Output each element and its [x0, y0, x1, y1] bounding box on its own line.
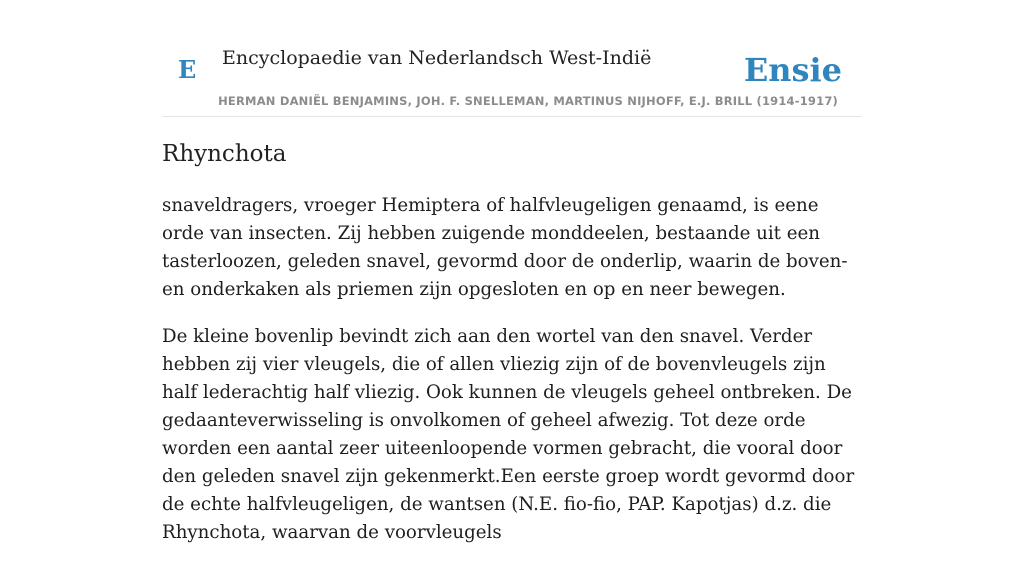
article-paragraph: De kleine bovenlip bevindt zich aan den wortel van den snavel. Verder hebben zij vier vleugels, die of allen vliezig zijn of de bovenvleugels zijn half lederachtig half vliezig. Ook kunnen de vleugels geheel ontbreken. De gedaanteverwisseling is onvolkomen of geheel afwezig. Tot deze orde worden een aantal zeer uiteenloopende vormen gebracht, die vooral door den geleden snavel zijn gekenmerkt.Een eerste groep wordt gevormd door de echte halfvleugeligen, de wantsen (N.E. fio-fio, PAP. Kapotjas) d.z. die Rhynchota, waarvan de voorvleugels	[162, 326, 855, 543]
publication-authors: HERMAN DANIËL BENJAMINS, JOH. F. SNELLEMAN, MARTINUS NIJHOFF, E.J. BRILL (1914-1917)	[218, 94, 838, 108]
article-paragraph: snaveldragers, vroeger Hemiptera of halfvleugeligen genaamd, is eene orde van insecten. Zij hebben zuigende monddeelen, bestaande uit een tasterloozen, geleden snavel, gevormd door de onderlip, waarin de boven- en onderkaken als priemen zijn opgesloten en op en neer bewegen.	[162, 195, 848, 300]
ensie-logo-icon[interactable]: E	[178, 55, 197, 84]
ensie-brand-link[interactable]: Ensie	[743, 51, 842, 89]
publication-title-link[interactable]: Encyclopaedie van Nederlandsch West-Indië	[222, 47, 652, 69]
site-header	[162, 0, 862, 117]
article-body	[162, 192, 862, 566]
article-title: Rhynchota	[162, 141, 287, 167]
